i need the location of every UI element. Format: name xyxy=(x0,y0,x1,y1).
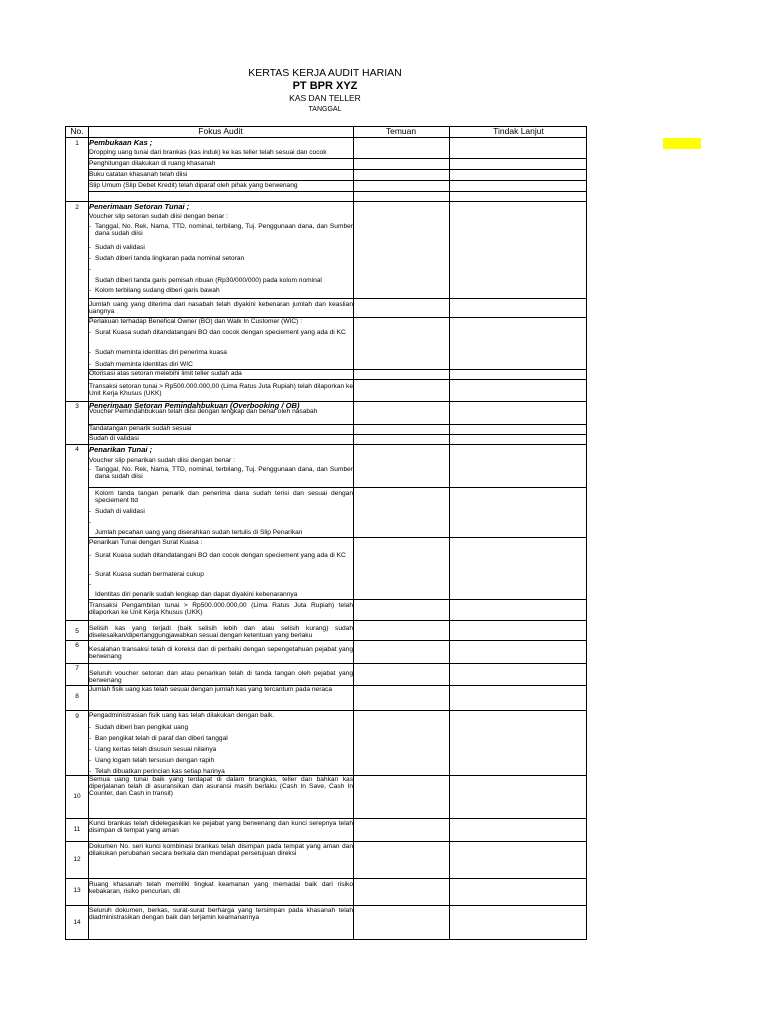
audit-bullet: - Surat Kuasa sudah bermaterai cukup xyxy=(89,571,204,578)
section-divider xyxy=(66,663,586,664)
audit-item: Semua uang tunai baik yang terdapat di dalam brangkas, teller dan bahkan kas diperjalanan telah di asuransikan dan asuransi masih berlaku (Cash In Save, Cash In Counter, dan Cash in transit) xyxy=(89,776,353,798)
audit-bullet: Jumlah pecahan uang yang diserahkan sudah tertulis di Slip Penarikan xyxy=(95,529,303,536)
audit-item: Slip Umum (Slip Debet Kredit) telah diparaf oleh pihak yang berwenang xyxy=(89,182,298,189)
table-header xyxy=(66,127,586,138)
audit-item: Selisih kas yang terjadi (baik selisih lebih dan atau selisih kurang) sudah diselesaikan/dipertanggungjawabkan sesuai dengan ketentuan yang berlaku xyxy=(89,625,353,640)
audit-item: Kunci brankas telah didelegasikan ke pejabat yang berwenang dan kunci serepnya telah disimpan di tempat yang aman xyxy=(89,820,353,835)
audit-item: Perlakuan terhadap Benefical Owner (BO) dan Walk In Customer (WIC) : xyxy=(89,318,303,325)
audit-item: Sudah di validasi xyxy=(89,435,139,442)
audit-bullet: - Sudah meminta identitas diri penerima kuasa xyxy=(89,349,227,356)
row-number: 5 xyxy=(75,628,79,635)
row-number: 1 xyxy=(75,140,79,147)
header-no: No. xyxy=(70,126,84,136)
row-number: 9 xyxy=(75,713,79,720)
row-number: 6 xyxy=(75,642,79,649)
row-number: 12 xyxy=(73,856,81,863)
audit-item: Voucher slip setoran sudah diisi dengan benar : xyxy=(89,213,228,220)
audit-bullet: - Sudah meminta identitas diri WIC xyxy=(89,361,193,368)
audit-item: Tandatangan penarik sudah sesuai xyxy=(89,425,192,432)
audit-bullet: - Sudah diberi ban pengikat uang xyxy=(89,724,189,731)
audit-item: Kesalahan transaksi telah di koreksi dan di perbaiki dengan sepengetahuan pejabat yang berwenang xyxy=(89,646,353,661)
audit-bullet: Identitas diri penarik sudah lengkap dan dapat diyakini kebenarannya xyxy=(95,591,298,598)
row-divider xyxy=(88,379,586,380)
audit-item: Seluruh dokumen, berkas, surat-surat berharga yang tersimpan pada khasanah telah diadministrasikan dengan baik dan terjamin keamanannya xyxy=(89,907,353,922)
row-number: 7 xyxy=(75,665,79,672)
audit-bullet: - Surat Kuasa sudah ditandatangani BO dan cocok dengan speciement yang ada di KC xyxy=(89,329,346,336)
row-number: 10 xyxy=(73,793,81,800)
audit-item: Penghitungan dilakukan di ruang khasanah xyxy=(89,160,216,167)
section-divider xyxy=(66,640,586,641)
doc-title: KERTAS KERJA AUDIT HARIAN xyxy=(248,67,402,79)
section-title: Pembukaan Kas ; xyxy=(89,138,153,147)
header-fokus-audit: Fokus Audit xyxy=(198,126,243,136)
audit-item: Voucher Pemindahbukuan telah diisi dengan lengkap dan benar oleh nasabah xyxy=(89,408,318,415)
row-number: 2 xyxy=(75,204,79,211)
audit-bullet: - Tanggal, No. Rek, Nama, TTD, nominal, terbilang, Tuj. Penggunaan dana, dan Sumber dana sudah diisi xyxy=(89,466,353,481)
section-name: KAS DAN TELLER xyxy=(289,93,361,103)
audit-item: Jumlah fisik uang kas telah sesuai dengan jumlah kas yang tercantum pada neraca xyxy=(89,686,333,693)
row-divider xyxy=(88,191,586,192)
section-title: Penerimaan Setoran Tunai ; xyxy=(89,202,190,211)
audit-bullet: - Uang kertas telah disusun sesuai nilainya xyxy=(89,746,217,753)
audit-item: Voucher slip penarikan sudah diisi dengan benar : xyxy=(89,457,235,464)
audit-bullet: - Kolom terbilang sudang diberi garis bawah xyxy=(89,287,220,294)
audit-bullet: Kolom tanda tangan penarik dan penerima dana sudah terisi dan sesuai dengan speciement ttd xyxy=(95,490,353,505)
section-divider xyxy=(66,620,586,621)
audit-bullet: - Sudah diberi tanda lingkaran pada nominal setoran xyxy=(89,255,245,262)
row-number: 11 xyxy=(73,826,81,833)
audit-item: Ruang khasanah telah memiliki tingkat keamanan yang memadai baik dari risiko kebakaran, risiko pencurian, dll xyxy=(89,881,353,896)
date-label: TANGGAL xyxy=(308,106,342,113)
audit-bullet: - Sudah di validasi xyxy=(89,508,145,515)
section-divider xyxy=(66,710,586,711)
audit-bullet: - Uang logam telah tersusun dengan rapih xyxy=(89,757,215,764)
audit-item: Transaksi Pengambilan tunai > Rp500.000.000,00 (Lima Ratus Juta Rupiah) telah dilaporkan ke Unit Kerja Khusus (UKK) xyxy=(89,602,353,617)
section-divider xyxy=(66,905,586,906)
audit-bullet: - Surat Kuasa sudah ditandatangani BO dan cocok dengan speciement yang ada di KC xyxy=(89,552,346,559)
section-divider xyxy=(66,878,586,879)
row-number: 3 xyxy=(75,403,79,410)
highlighted-cell xyxy=(663,138,701,149)
company-name: PT BPR XYZ xyxy=(292,80,358,92)
header-tindak-lanjut: Tindak Lanjut xyxy=(493,126,544,136)
row-number: 14 xyxy=(73,919,81,926)
row-divider xyxy=(88,169,586,170)
section-divider xyxy=(66,841,586,842)
audit-bullet: - Telah dibuatkan perincian kas setiap harinya xyxy=(89,768,225,775)
audit-bullet: - Tanggal, No. Rek, Nama, TTD, nominal, terbilang, Tuj. Penggunaan dana, dan Sumber dana sudah diisi xyxy=(89,223,353,238)
audit-item: Dokumen No. seri kunci kombinasi brankas telah disimpan pada tempat yang aman dan dilakukan perubahan secara berkala dan mendapat persetujuan direksi xyxy=(89,843,353,858)
section-title: Penarikan Tunai ; xyxy=(89,445,153,454)
row-divider xyxy=(88,487,586,488)
audit-item: Seluruh voucher setoran dan atau penarikan telah di tanda tangan oleh pejabat yang berwenang xyxy=(89,670,353,685)
row-divider xyxy=(88,158,586,159)
audit-item: Jumlah uang yang diterima dari nasabah telah diyakini kebenaran jumlah dan keaslian uangnya xyxy=(89,301,353,316)
audit-item: Otorisasi atas setoran melebihi limit teller sudah ada xyxy=(89,370,242,377)
row-divider xyxy=(88,298,586,299)
row-divider xyxy=(88,180,586,181)
row-divider xyxy=(88,599,586,600)
audit-table: No. Fokus Audit Temuan Tindak Lanjut 1 Pembukaan Kas ; Dropping uang tunai dari brankas (kas induk) ke kas teller telah sesuai dan cocok Penghitungan dilakukan di ruang khasanah Buku catatan khasanah telah diisi Slip Umum (Slip Debet Kredit) telah diparaf oleh pihak yang berwenang 2 Penerimaan Setoran Tunai ; Voucher slip setoran sudah diisi dengan benar : - Tanggal, No. Rek, Nama, TTD, nominal, terbilang, Tuj. Penggunaan dana, dan Sumber dana sudah diisi - Sudah di validasi - Sudah diberi tanda lingkaran pada nominal setoran - Sudah diberi tanda garis pemisah ribuan (Rp30/000/000) pada kolom nominal - Kolom terbilang sudang diberi garis bawah Jumlah uang yang diterima dari nasabah telah diyakini kebenaran jumlah dan keaslian uangnya Perlakuan terhadap Benefical Owner (BO) dan Walk In Customer (WIC) : - Surat Kuasa sudah ditandatangani BO dan cocok dengan speciement yang ada di KC - Sudah meminta identitas diri penerima kuasa - Sudah meminta identitas diri WIC Otorisasi atas setoran melebihi limit teller sudah ada Transaksi setoran tunai > Rp500.000.000,00 (Lima Ratus Juta Rupiah) telah dilaporkan ke Unit Kerja Khusus (UKK) 3 Voucher Pemindahbukuan telah diisi dengan lengkap dan benar oleh nasabah Penerimaan Setoran Pemindahbukuan (Overbooking / OB) Tandatangan penarik sudah sesuai Sudah di validasi 4 Penarikan Tunai ; Voucher slip penarikan sudah diisi dengan benar : - Tanggal, No. Rek, Nama, TTD, nominal, terbilang, Tuj. Penggunaan dana, dan Sumber dana sudah diisi Kolom tanda tangan penarik dan penerima dana sudah terisi dan sesuai dengan speciement ttd - Sudah di validasi - Jumlah pecahan uang yang diserahkan sudah tertulis di Slip Penarikan Penarikan Tunai dengan Surat Kuasa : - Surat Kuasa sudah ditandatangani BO dan cocok dengan speciement yang ada di KC - Surat Kuasa sudah bermaterai cukup - Identitas diri penarik sudah lengkap dan dapat diyakini kebenarannya Transaksi Pengambilan tunai > Rp500.000.000,00 (Lima Ratus Juta Rupiah) telah dilaporkan ke Unit Kerja Khusus (UKK) 5 Selisih kas yang terjadi (baik selisih lebih dan atau selisih kurang) sudah diselesaikan/dipertanggungjawabkan sesuai dengan ketentuan yang berlaku 6 Kesalahan transaksi telah di koreksi dan di perbaiki dengan sepengetahuan pejabat yang berwenang 7 Seluruh voucher setoran dan atau penarikan telah di tanda tangan oleh pejabat yang berwenang 8 Jumlah fisik uang kas telah sesuai dengan jumlah kas yang tercantum pada neraca 9 Pengadministrasian fisik uang kas telah dilakukan dengan baik. - Sudah diberi ban pengikat uang - Ban pengikat telah di paraf dan diberi tanggal - Uang kertas telah disusun sesuai nilainya - Uang logam telah tersusun dengan rapih - Telah dibuatkan perincian kas setiap harinya 10 Semua uang tunai baik yang terdapat di dalam brangkas, teller dan bahkan kas diperjalanan telah di asuransikan dan asuransi masih berlaku (Cash In Save, Cash In Counter, dan Cash in transit) 11 Kunci brankas telah didelegasikan ke pejabat yang berwenang dan kunci serepnya telah disimpan di tempat yang aman 12 Dokumen No. seri kunci kombinasi brankas telah disimpan pada tempat yang aman dan dilakukan perubahan secara berkala dan mendapat persetujuan direksi 13 Ruang khasanah telah memiliki tingkat keamanan yang memadai baik dari risiko kebakaran, risiko pencurian, dll 14 Seluruh dokumen, berkas, surat-surat berharga yang tersimpan pada khasanah telah diadministrasikan dengan baik dan terjamin keamanannya xyxy=(65,126,587,940)
audit-bullet: - Sudah di validasi xyxy=(89,244,145,251)
audit-bullet: - Ban pengikat telah di paraf dan diberi tanggal xyxy=(89,735,228,742)
audit-item: Buku catatan khasanah telah diisi xyxy=(89,171,188,178)
section-divider xyxy=(66,818,586,819)
row-number: 4 xyxy=(75,446,79,453)
header-temuan: Temuan xyxy=(385,126,417,136)
audit-item: Pengadministrasian fisik uang kas telah dilakukan dengan baik. xyxy=(89,712,275,719)
row-number: 8 xyxy=(75,693,79,700)
audit-item: Transaksi setoran tunai > Rp500.000.000,00 (Lima Ratus Juta Rupiah) telah dilaporkan ke Unit Kerja Khusus (UKK) xyxy=(89,383,353,398)
audit-item: Penarikan Tunai dengan Surat Kuasa : xyxy=(89,539,203,546)
audit-item: Dropping uang tunai dari brankas (kas induk) ke kas teller telah sesuai dan cocok xyxy=(89,149,327,156)
row-divider xyxy=(88,537,586,538)
section-title: Penerimaan Setoran Pemindahbukuan (Overbooking / OB) xyxy=(89,401,300,410)
row-number: 13 xyxy=(73,887,81,894)
audit-bullet: Sudah diberi tanda garis pemisah ribuan (Rp30/000/000) pada kolom nominal xyxy=(95,277,322,284)
